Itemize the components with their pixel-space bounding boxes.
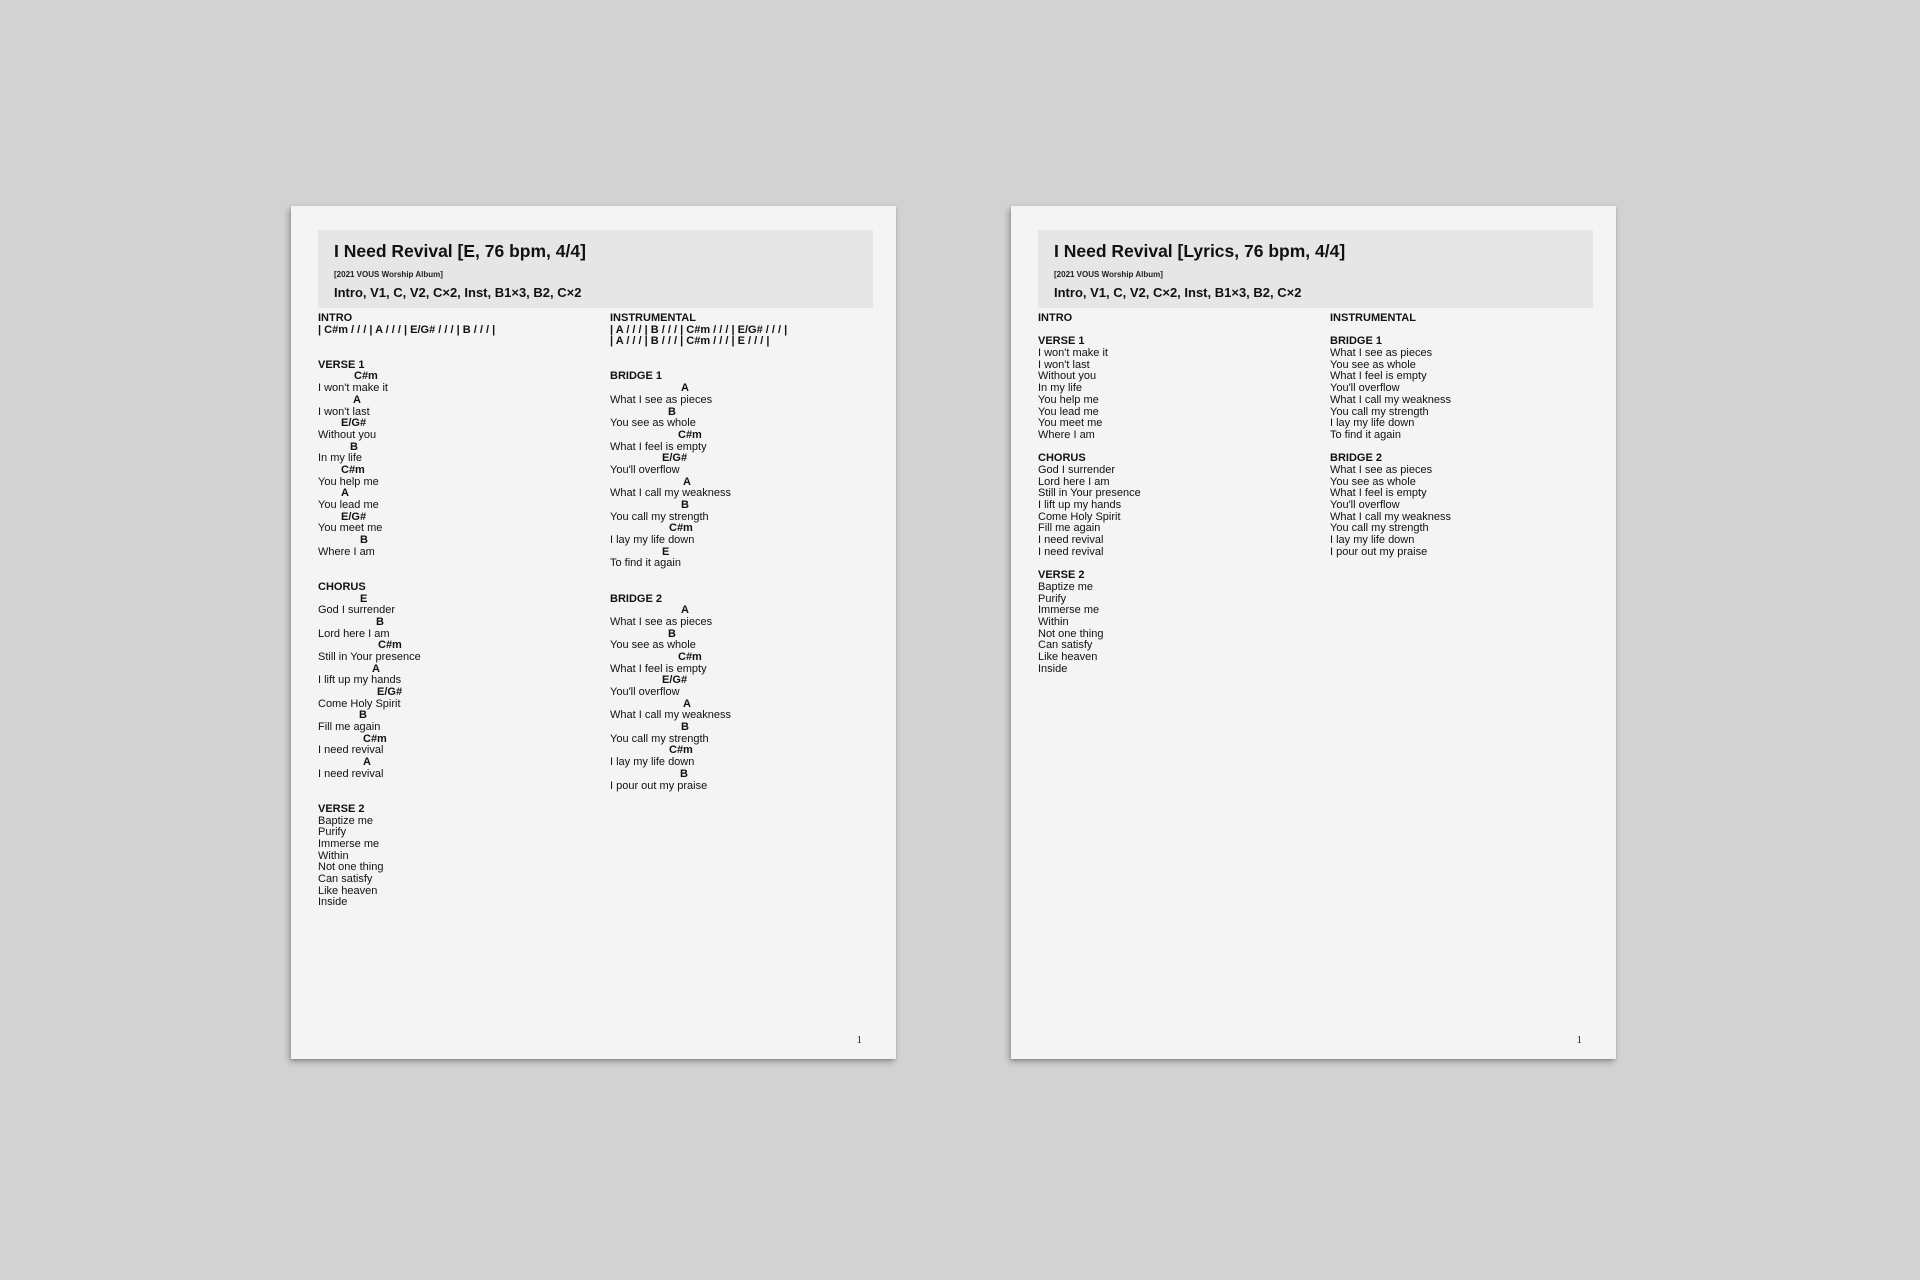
- lyric-line: You call my strength: [1330, 522, 1429, 535]
- chord-symbol: B: [681, 499, 689, 512]
- lyric-line: I need revival: [1038, 534, 1104, 547]
- section-heading: VERSE 2: [1038, 569, 1085, 582]
- lyric-line: What I see as pieces: [1330, 347, 1433, 360]
- lyric-line: I lay my life down: [1330, 534, 1415, 547]
- lyric-line: Without you: [318, 428, 377, 441]
- chord-symbol: B: [350, 440, 358, 453]
- lyrics-sheet-left-column: [1038, 313, 1308, 687]
- lyric-line: Purify: [1038, 592, 1067, 605]
- song-section: [1038, 570, 1308, 675]
- lyric-line: You call my strength: [610, 510, 709, 523]
- chord-symbol: A: [681, 382, 689, 395]
- lyric-line: You meet me: [318, 522, 383, 535]
- lyric-line: You call my strength: [1330, 405, 1429, 418]
- lyric-line: Like heaven: [318, 884, 378, 897]
- lyric-line: Come Holy Spirit: [318, 697, 401, 710]
- lyric-line: Where I am: [1038, 428, 1095, 441]
- section-heading: BRIDGE 2: [1330, 452, 1382, 465]
- chord-sheet-header: [318, 230, 873, 308]
- lyric-line: Baptize me: [1038, 580, 1094, 593]
- lyric-line: Still in Your presence: [1038, 487, 1141, 500]
- lyrics-sheet-right-column: [1330, 313, 1600, 570]
- chord-row: [610, 675, 880, 687]
- section-heading: INSTRUMENTAL: [1330, 312, 1416, 324]
- section-heading: BRIDGE 1: [610, 370, 662, 383]
- chord-row: [610, 477, 880, 489]
- chord-sheet-song-order: Intro, V1, C, V2, C×2, Inst, B1×3, B2, C×2: [334, 285, 582, 300]
- lyric-line: I lift up my hands: [318, 674, 402, 687]
- lyric-line: Immerse me: [318, 837, 380, 850]
- section-heading: CHORUS: [318, 580, 366, 593]
- lyric-line: You see as whole: [610, 639, 696, 652]
- section-heading: INTRO: [318, 312, 353, 324]
- chord-symbol: B: [376, 615, 384, 628]
- chord-row: [610, 453, 880, 465]
- lyric-line: To find it again: [610, 557, 681, 570]
- chord-row: [610, 430, 880, 442]
- lyrics-sheet-page-number: 1: [1576, 1034, 1582, 1046]
- lyric-line: What I feel is empty: [610, 440, 707, 453]
- lyric-line: I need revival: [318, 744, 384, 757]
- lyrics-sheet-header: [1038, 230, 1593, 308]
- lyric-line: What I call my weakness: [1330, 393, 1452, 406]
- lyric-line: What I see as pieces: [610, 615, 713, 628]
- lyric-line: In my life: [1038, 382, 1083, 395]
- lyric-line: To find it again: [1330, 428, 1401, 441]
- lyric-line: You'll overflow: [1330, 382, 1400, 395]
- lyric-line: Inside: [1038, 662, 1068, 675]
- chord-row: [318, 664, 588, 676]
- chord-row: [318, 594, 588, 606]
- lyric-line: Where I am: [318, 545, 375, 558]
- lyric-line: Within: [318, 849, 349, 862]
- song-section: [1038, 313, 1308, 325]
- chord-symbol: E/G#: [662, 674, 688, 687]
- song-section: [610, 313, 880, 348]
- chord-sheet-album: [2021 VOUS Worship Album]: [334, 270, 443, 279]
- lyric-line: I won't make it: [1038, 347, 1108, 360]
- lyric-line: What I call my weakness: [1330, 510, 1452, 523]
- chord-sheet-right-column: [610, 313, 880, 816]
- lyric-line: Still in Your presence: [318, 650, 421, 663]
- lyric-line: What I see as pieces: [1330, 463, 1433, 476]
- lyrics-sheet-title: I Need Revival [Lyrics, 76 bpm, 4/4]: [1054, 241, 1346, 261]
- lyric-line: I need revival: [1038, 545, 1104, 558]
- chord-symbol: C#m: [354, 370, 378, 383]
- lyric-line: I won't last: [1038, 358, 1090, 371]
- lyric-line: Baptize me: [318, 814, 374, 827]
- chord-row: [610, 699, 880, 711]
- chord-row: [318, 418, 588, 430]
- section-heading: CHORUS: [1038, 452, 1086, 465]
- chord-symbol: E/G#: [377, 686, 403, 699]
- chord-bar-line: | A / / / | B / / / | C#m / / / | E / / / |: [610, 335, 770, 348]
- song-section: [318, 582, 588, 781]
- lyric-line: You call my strength: [610, 732, 709, 745]
- chord-symbol: E/G#: [341, 417, 367, 430]
- chord-sheet-title: I Need Revival [E, 76 bpm, 4/4]: [334, 241, 586, 261]
- section-heading: BRIDGE 1: [1330, 335, 1382, 348]
- chord-symbol: B: [668, 405, 676, 418]
- section-heading: BRIDGE 2: [610, 592, 662, 605]
- lyric-line: You help me: [1038, 393, 1099, 406]
- section-heading: VERSE 1: [318, 358, 365, 371]
- chord-symbol: C#m: [678, 428, 702, 441]
- chord-row: [610, 383, 880, 395]
- lyric-line: I lay my life down: [1330, 417, 1415, 430]
- lyric-line: You meet me: [1038, 417, 1103, 430]
- section-heading: VERSE 1: [1038, 335, 1085, 348]
- lyric-line: Fill me again: [318, 721, 381, 734]
- chord-symbol: A: [363, 756, 371, 769]
- song-section: [1038, 336, 1308, 441]
- section-heading: INTRO: [1038, 312, 1073, 324]
- chord-symbol: A: [341, 487, 349, 500]
- lyrics-sheet-album: [2021 VOUS Worship Album]: [1054, 270, 1163, 279]
- lyric-line: I won't make it: [318, 382, 388, 395]
- chord-row: [318, 465, 588, 477]
- lyric-line: Can satisfy: [1038, 639, 1093, 652]
- chord-symbol: A: [353, 393, 361, 406]
- lyric-line: What I call my weakness: [610, 709, 732, 722]
- chord-row: [610, 745, 880, 757]
- chord-row: [610, 629, 880, 641]
- lyrics-sheet-page: [1011, 206, 1616, 1059]
- chord-row: [610, 500, 880, 512]
- chord-symbol: E: [360, 592, 368, 605]
- lyric-line: I pour out my praise: [1330, 545, 1428, 558]
- chord-row: [610, 547, 880, 559]
- chord-row: [318, 734, 588, 746]
- chord-symbol: B: [680, 767, 688, 780]
- lyric-line: I pour out my praise: [610, 779, 708, 792]
- chord-symbol: A: [372, 662, 380, 675]
- lyric-line: Inside: [318, 896, 348, 909]
- chord-symbol: B: [359, 709, 367, 722]
- lyric-line: Immerse me: [1038, 604, 1100, 617]
- chord-row: [318, 710, 588, 722]
- song-section: [1330, 313, 1600, 325]
- lyric-line: What I see as pieces: [610, 393, 713, 406]
- lyric-line: God I surrender: [1038, 463, 1116, 476]
- chord-symbol: C#m: [678, 650, 702, 663]
- chord-row: [610, 523, 880, 535]
- lyric-line: You see as whole: [1330, 358, 1416, 371]
- lyric-line: I won't last: [318, 405, 370, 418]
- lyric-line: I need revival: [318, 767, 384, 780]
- lyric-line: You see as whole: [1330, 475, 1416, 488]
- lyric-line: Lord here I am: [318, 627, 390, 640]
- chord-row: [318, 371, 588, 383]
- chord-symbol: B: [681, 721, 689, 734]
- lyric-line: You'll overflow: [610, 686, 680, 699]
- lyric-line: What I feel is empty: [610, 662, 707, 675]
- lyric-line: I lay my life down: [610, 534, 695, 547]
- chord-row: [318, 687, 588, 699]
- song-section: [1330, 336, 1600, 441]
- song-section: [610, 594, 880, 793]
- chord-bar-line: | A / / / | B / / / | C#m / / / | E/G# / / / |: [610, 323, 788, 336]
- lyric-line: You'll overflow: [610, 463, 680, 476]
- chord-symbol: E/G#: [662, 452, 688, 465]
- lyric-line: Not one thing: [1038, 627, 1104, 640]
- lyric-line: Not one thing: [318, 861, 384, 874]
- chord-symbol: E: [662, 545, 670, 558]
- song-section: [1038, 453, 1308, 558]
- chord-symbol: C#m: [378, 639, 402, 652]
- chord-symbol: E/G#: [341, 510, 367, 523]
- lyric-line: Like heaven: [1038, 650, 1098, 663]
- song-section: [610, 371, 880, 570]
- song-section: [1330, 453, 1600, 558]
- lyric-line: Purify: [318, 826, 347, 839]
- chord-symbol: C#m: [363, 732, 387, 745]
- lyric-line: Come Holy Spirit: [1038, 510, 1121, 523]
- chord-row: [610, 722, 880, 734]
- chord-symbol: A: [683, 475, 691, 488]
- chord-row: [610, 652, 880, 664]
- chord-row: [318, 535, 588, 547]
- chord-symbol: C#m: [669, 522, 693, 535]
- chord-row: [610, 407, 880, 419]
- chord-symbol: C#m: [341, 463, 365, 476]
- lyric-line: What I feel is empty: [1330, 487, 1427, 500]
- lyric-line: What I feel is empty: [1330, 370, 1427, 383]
- chord-bar-line: | C#m / / / | A / / / | E/G# / / / | B / / / |: [318, 323, 496, 336]
- chord-row: [610, 605, 880, 617]
- section-heading: VERSE 2: [318, 802, 365, 815]
- chord-row: [318, 640, 588, 652]
- lyrics-sheet-song-order: Intro, V1, C, V2, C×2, Inst, B1×3, B2, C×2: [1054, 285, 1302, 300]
- lyric-line: I lay my life down: [610, 756, 695, 769]
- chord-row: [318, 442, 588, 454]
- lyric-line: Within: [1038, 615, 1069, 628]
- chord-symbol: B: [668, 627, 676, 640]
- chord-symbol: C#m: [669, 744, 693, 757]
- lyric-line: You help me: [318, 475, 379, 488]
- song-section: [318, 313, 588, 336]
- lyric-line: God I surrender: [318, 604, 396, 617]
- chord-row: [318, 757, 588, 769]
- song-section: [318, 804, 588, 909]
- chord-row: [318, 617, 588, 629]
- chord-symbol: A: [683, 697, 691, 710]
- lyric-line: Fill me again: [1038, 522, 1101, 535]
- lyric-line: I lift up my hands: [1038, 499, 1122, 511]
- lyric-line: You'll overflow: [1330, 499, 1400, 511]
- chord-symbol: A: [681, 604, 689, 617]
- lyric-line: You lead me: [1038, 405, 1099, 418]
- lyric-line: Can satisfy: [318, 873, 373, 886]
- chord-row: [318, 395, 588, 407]
- chord-symbol: B: [360, 534, 368, 547]
- lyric-line: Lord here I am: [1038, 475, 1110, 488]
- chord-sheet-page-number: 1: [856, 1034, 862, 1046]
- lyric-line: In my life: [318, 452, 363, 465]
- song-section: [318, 360, 588, 559]
- lyric-line: You lead me: [318, 499, 379, 512]
- lyric-line: Without you: [1038, 370, 1097, 383]
- lyric-line: You see as whole: [610, 417, 696, 430]
- lyric-line: What I call my weakness: [610, 487, 732, 500]
- chord-row: [610, 769, 880, 781]
- chord-row: [318, 512, 588, 524]
- chord-sheet-page: [291, 206, 896, 1059]
- chord-row: [318, 488, 588, 500]
- section-heading: INSTRUMENTAL: [610, 312, 696, 324]
- chord-sheet-left-column: [318, 313, 588, 933]
